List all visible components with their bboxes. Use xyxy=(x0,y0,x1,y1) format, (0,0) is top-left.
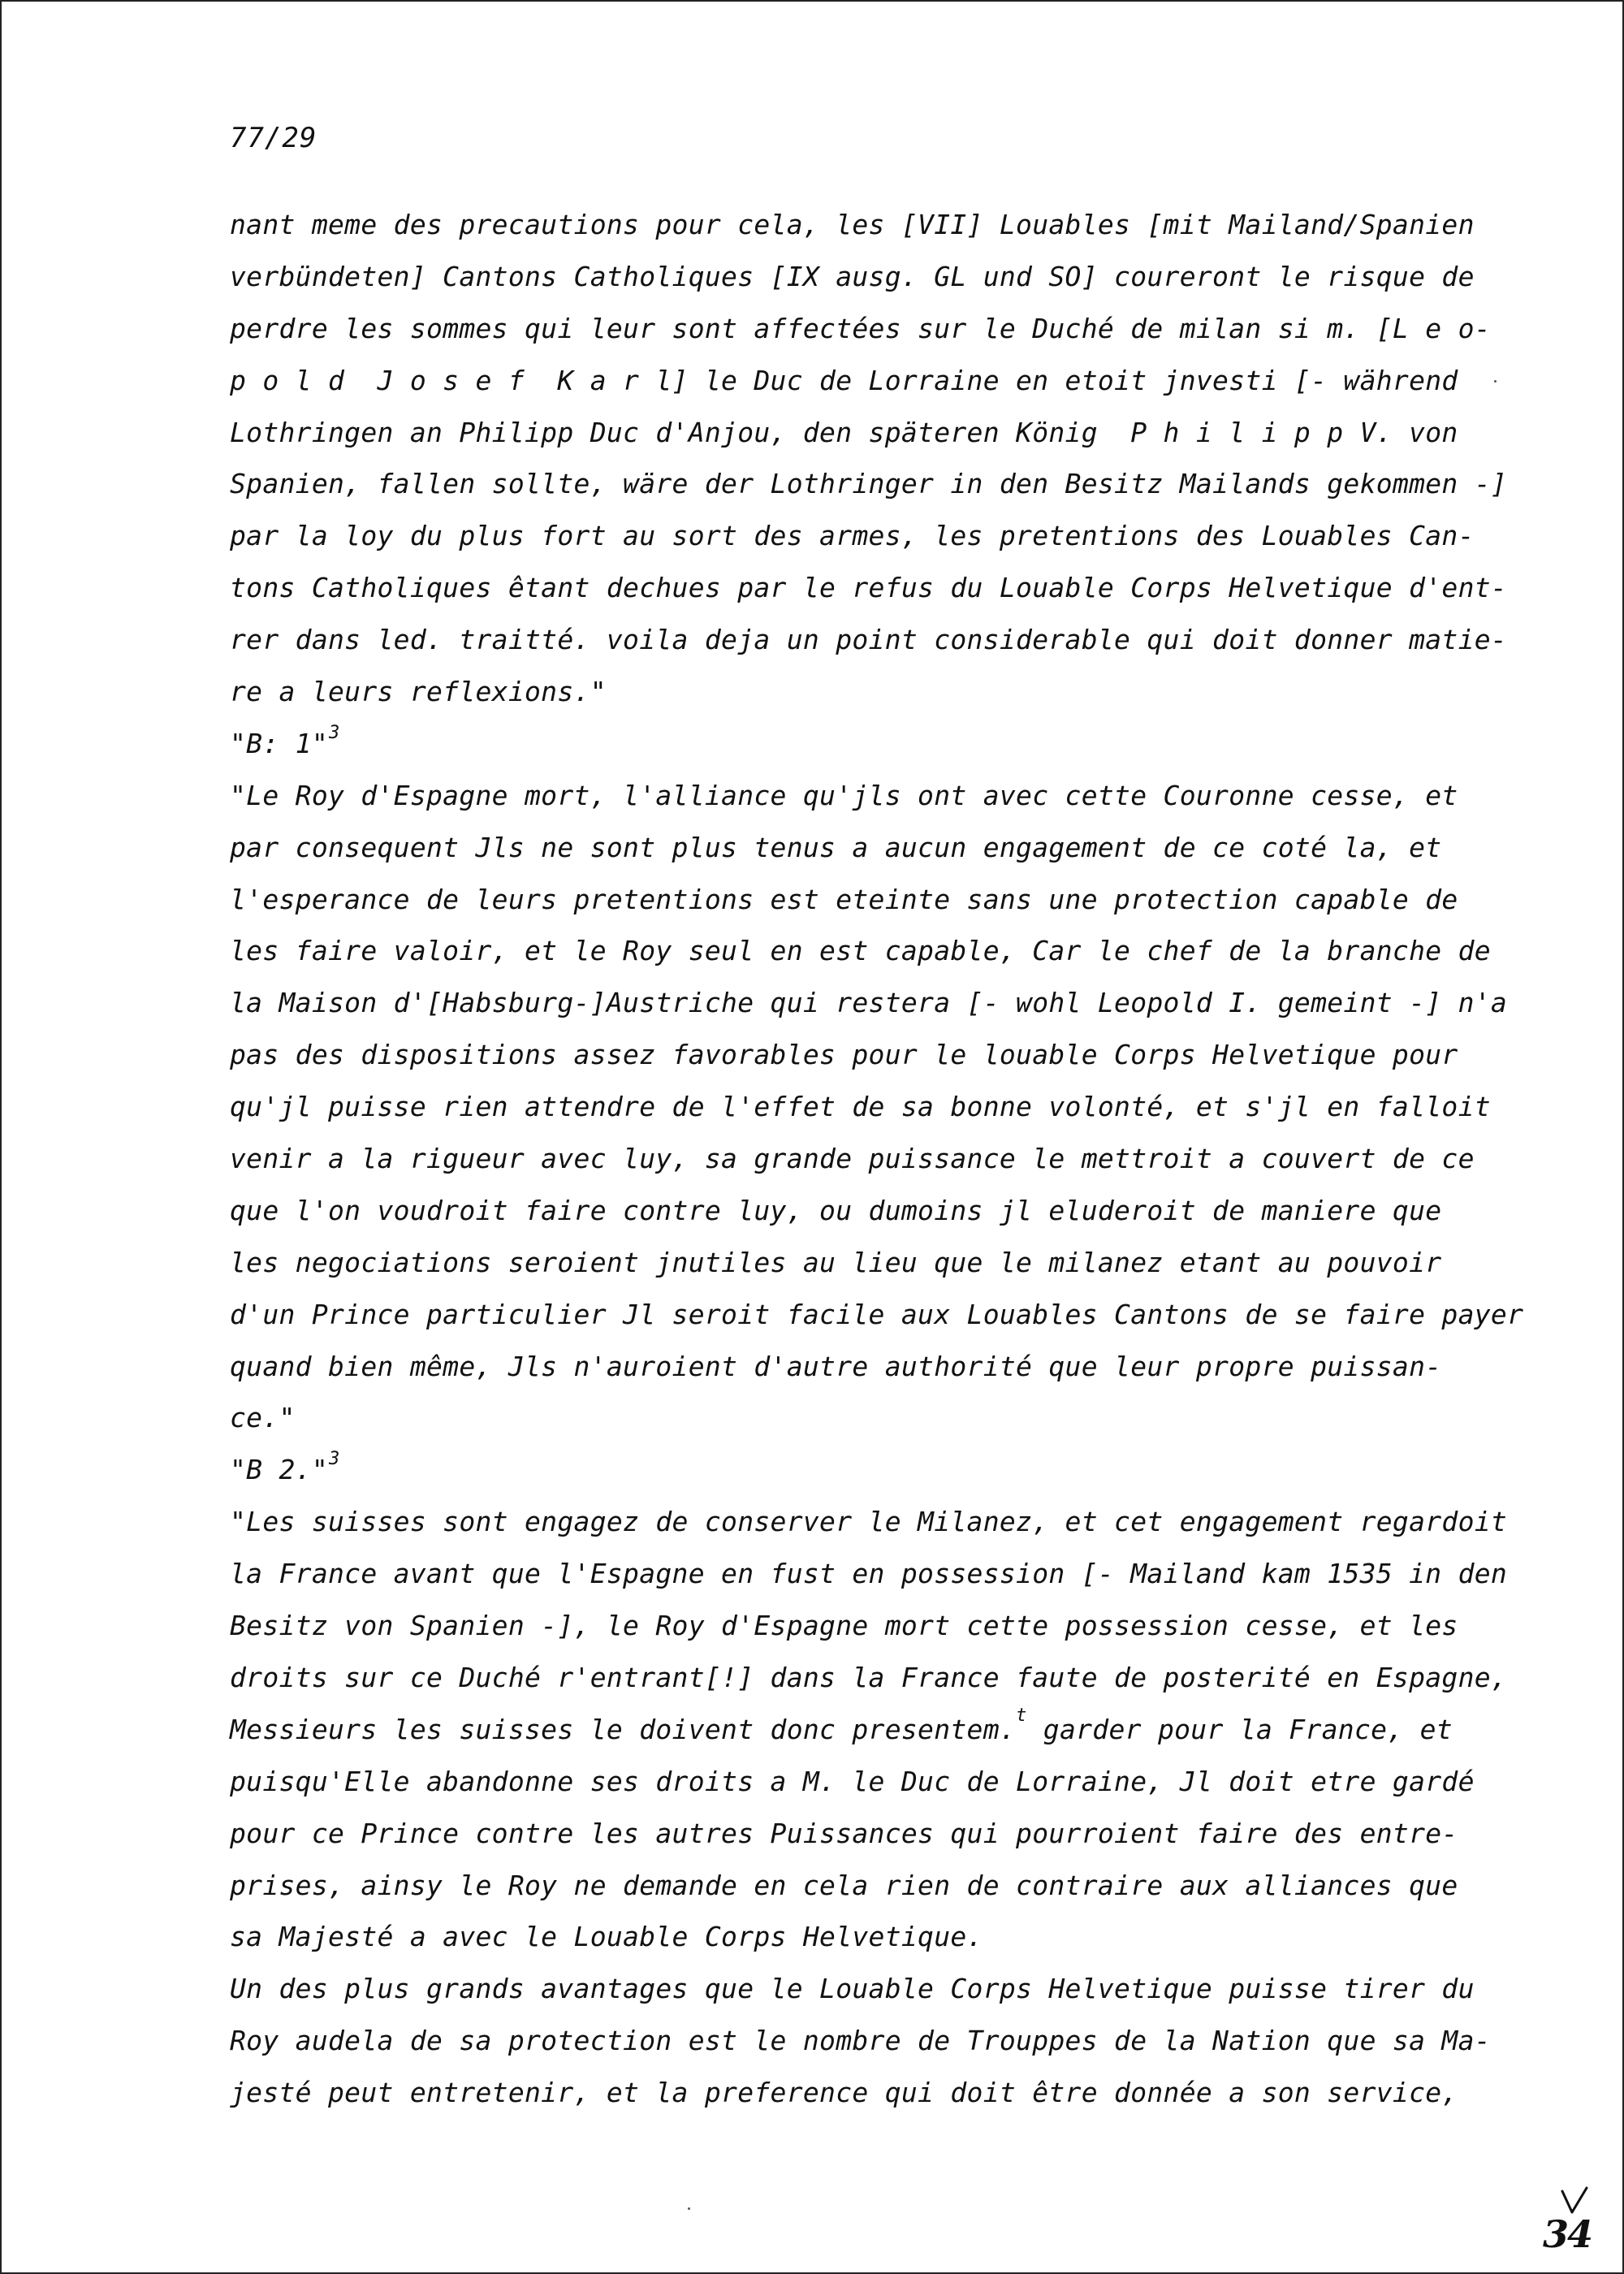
text-line: par la loy du plus fort au sort des armes, les pretentions des Louables Can- xyxy=(230,520,1475,552)
text-fragment: Messieurs les suisses le doivent donc presentem. xyxy=(230,1713,1017,1745)
section-label: "B: 1" xyxy=(230,727,329,759)
text-fragment: garder pour la France, et xyxy=(1026,1713,1453,1745)
text-line: la France avant que l'Espagne en fust en possession [- Mailand kam 1535 in den xyxy=(230,1558,1508,1590)
text-line: Roy audela de sa protection est le nombre de Trouppes de la Nation que sa Ma- xyxy=(230,2025,1491,2057)
text-line: ce." xyxy=(230,1402,296,1434)
text-line: droits sur ce Duché r'entrant[!] dans la France faute de posterité en Espagne, xyxy=(230,1661,1508,1693)
section-heading-b1 xyxy=(230,718,1561,770)
text-line: Un des plus grands avantages que le Louable Corps Helvetique puisse tirer du xyxy=(230,1973,1475,2005)
text-line: puisqu'Elle abandonne ses droits a M. le Duc de Lorraine, Jl doit etre gardé xyxy=(230,1765,1475,1797)
text-line: que l'on voudroit faire contre luy, ou dumoins jl eluderoit de maniere que xyxy=(230,1194,1442,1226)
text-line: les negociations seroient jnutiles au lieu que le milanez etant au pouvoir xyxy=(230,1246,1442,1278)
text-line: pas des dispositions assez favorables pour le louable Corps Helvetique pour xyxy=(230,1039,1458,1071)
page-number: 77/29 xyxy=(230,122,317,154)
text-line: Besitz von Spanien -], le Roy d'Espagne mort cette possession cesse, et les xyxy=(230,1610,1458,1642)
text-line: tons Catholiques êtant dechues par le refus du Louable Corps Helvetique d'ent- xyxy=(230,572,1508,604)
text-line: jesté peut entretenir, et la preference qui doit être donnée a son service, xyxy=(230,2077,1458,2109)
superscript-t: t xyxy=(1016,1705,1027,1726)
text-line: verbündeten] Cantons Catholiques [IX ausg. GL und SO] coureront le risque de xyxy=(230,260,1475,292)
text-line: p o l d J o s e f K a r l] le Duc de Lorraine en etoit jnvesti [- während xyxy=(230,364,1458,396)
text-line: perdre les sommes qui leur sont affectées sur le Duché de milan si m. [L e o- xyxy=(230,312,1491,344)
text-line: qu'jl puisse rien attendre de l'effet de sa bonne volonté, et s'jl en falloit xyxy=(230,1091,1491,1123)
text-line: Spanien, fallen sollte, wäre der Lothringer in den Besitz Mailands gekommen -] xyxy=(230,468,1508,500)
text-line: quand bien même, Jls n'auroient d'autre authorité que leur propre puissan- xyxy=(230,1350,1442,1382)
text-line: venir a la rigueur avec luy, sa grande puissance le mettroit a couvert de ce xyxy=(230,1143,1475,1175)
text-line: la Maison d'[Habsburg-]Austriche qui restera [- wohl Leopold I. gemeint -] n'a xyxy=(230,987,1508,1019)
text-line: nant meme des precautions pour cela, les [VII] Louables [mit Mailand/Spanien xyxy=(230,209,1475,240)
text-line: d'un Prince particulier Jl seroit facile aux Louables Cantons de se faire payer xyxy=(230,1298,1524,1330)
section-label: "B 2." xyxy=(230,1454,329,1486)
text-line: sa Majesté a avec le Louable Corps Helvetique. xyxy=(230,1921,983,1953)
text-line: pour ce Prince contre les autres Puissances qui pourroient faire des entre- xyxy=(230,1817,1458,1849)
text-line: rer dans led. traitté. voila deja un point considerable qui doit donner matie- xyxy=(230,624,1508,656)
margin-speck xyxy=(688,2207,690,2210)
text-line: par consequent Jls ne sont plus tenus a aucun engagement de ce coté la, et xyxy=(230,831,1442,863)
text-line: re a leurs reflexions." xyxy=(230,676,607,708)
footnote-mark: 3 xyxy=(329,1449,340,1470)
text-line: "Le Roy d'Espagne mort, l'alliance qu'jls ont avec cette Couronne cesse, et xyxy=(230,779,1458,811)
text-line-presentem xyxy=(230,1704,1561,1756)
text-line: "Les suisses sont engagez de conserver le Milanez, et cet engagement regardoit xyxy=(230,1506,1508,1538)
footnote-mark: 3 xyxy=(329,722,340,743)
text-line: prises, ainsy le Roy ne demande en cela rien de contraire aux alliances que xyxy=(230,1869,1458,1901)
text-line: les faire valoir, et le Roy seul en est capable, Car le chef de la branche de xyxy=(230,935,1491,967)
section-heading-b2 xyxy=(230,1444,1561,1496)
document-body xyxy=(230,199,1561,2119)
text-line: Lothringen an Philipp Duc d'Anjou, den späteren König P h i l i p p V. von xyxy=(230,416,1458,448)
folio-number: 34 xyxy=(1543,2212,1592,2256)
margin-speck xyxy=(1494,380,1497,383)
text-line: l'esperance de leurs pretentions est eteinte sans une protection capable de xyxy=(230,883,1458,915)
